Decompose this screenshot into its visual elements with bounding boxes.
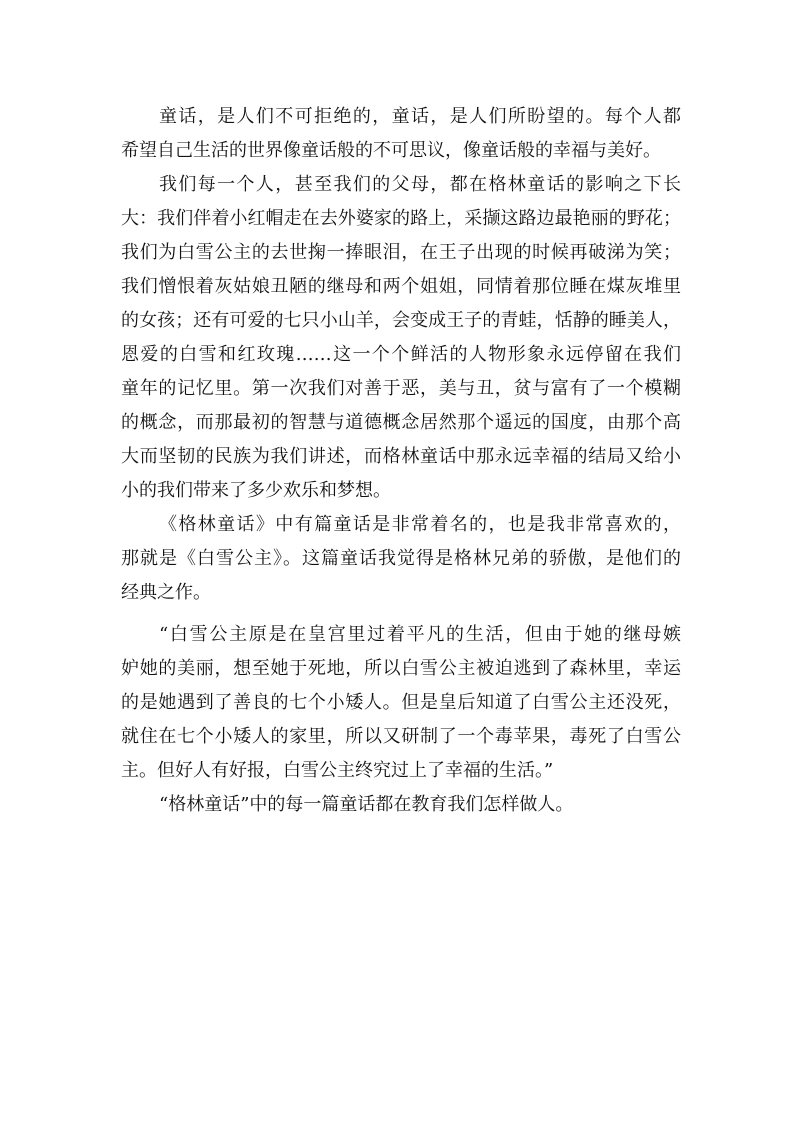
text-line: 主。但好人有好报，白雪公主终究过上了幸福的生活。” xyxy=(121,760,554,781)
text-line: 的女孩；还有可爱的七只小山羊，会变成王子的青蛙，恬静的睡美人， xyxy=(121,310,681,331)
text-line: 我们憎恨着灰姑娘丑陋的继母和两个姐姐，同情着那位睡在煤灰堆里 xyxy=(121,276,681,297)
text-line: 我们每一个人，甚至我们的父母，都在格林童话的影响之下长 xyxy=(159,174,681,195)
text-line: 大而坚韧的民族为我们讲述，而格林童话中那永远幸福的结局又给小 xyxy=(121,446,681,467)
text-line: 小的我们带来了多少欢乐和梦想。 xyxy=(121,480,391,501)
text-line: 《格林童话》中有篇童话是非常着名的，也是我非常喜欢的， xyxy=(159,514,681,535)
text-line: 我们为白雪公主的去世掬一捧眼泪，在王子出现的时候再破涕为笑； xyxy=(121,242,681,263)
text-line: 童话，是人们不可拒绝的，童话，是人们所盼望的。每个人都 xyxy=(159,106,681,127)
text-line: 经典之作。 xyxy=(121,582,211,603)
text-line: 希望自己生活的世界像童话般的不可思议，像童话般的幸福与美好。 xyxy=(121,140,661,161)
paragraph-4 xyxy=(121,618,681,788)
paragraph-1 xyxy=(121,100,681,168)
paragraph-3 xyxy=(121,508,681,610)
paragraph-spacer xyxy=(121,610,681,618)
article-body xyxy=(121,100,681,822)
paragraph-5 xyxy=(121,788,681,822)
text-line: “格林童话”中的每一篇童话都在教育我们怎样做人。 xyxy=(159,794,574,815)
paragraph-2 xyxy=(121,168,681,508)
text-line: 童年的记忆里。第一次我们对善于恶，美与丑，贫与富有了一个模糊 xyxy=(121,378,681,399)
text-line: 就住在七个小矮人的家里，所以又研制了一个毒苹果，毒死了白雪公 xyxy=(121,726,681,747)
text-line: 妒她的美丽，想至她于死地，所以白雪公主被迫逃到了森林里，幸运 xyxy=(121,658,681,679)
text-line: 那就是《白雪公主》。这篇童话我觉得是格林兄弟的骄傲，是他们的 xyxy=(121,548,681,569)
text-line: 的是她遇到了善良的七个小矮人。但是皇后知道了白雪公主还没死， xyxy=(121,692,681,713)
text-line: 大：我们伴着小红帽走在去外婆家的路上，采撷这路边最艳丽的野花； xyxy=(121,208,681,229)
text-line: 恩爱的白雪和红玫瑰……这一个个鲜活的人物形象永远停留在我们 xyxy=(121,344,681,365)
text-line: 的概念，而那最初的智慧与道德概念居然那个遥远的国度，由那个高 xyxy=(121,412,681,433)
text-line: “白雪公主原是在皇宫里过着平凡的生活，但由于她的继母嫉 xyxy=(159,624,681,645)
